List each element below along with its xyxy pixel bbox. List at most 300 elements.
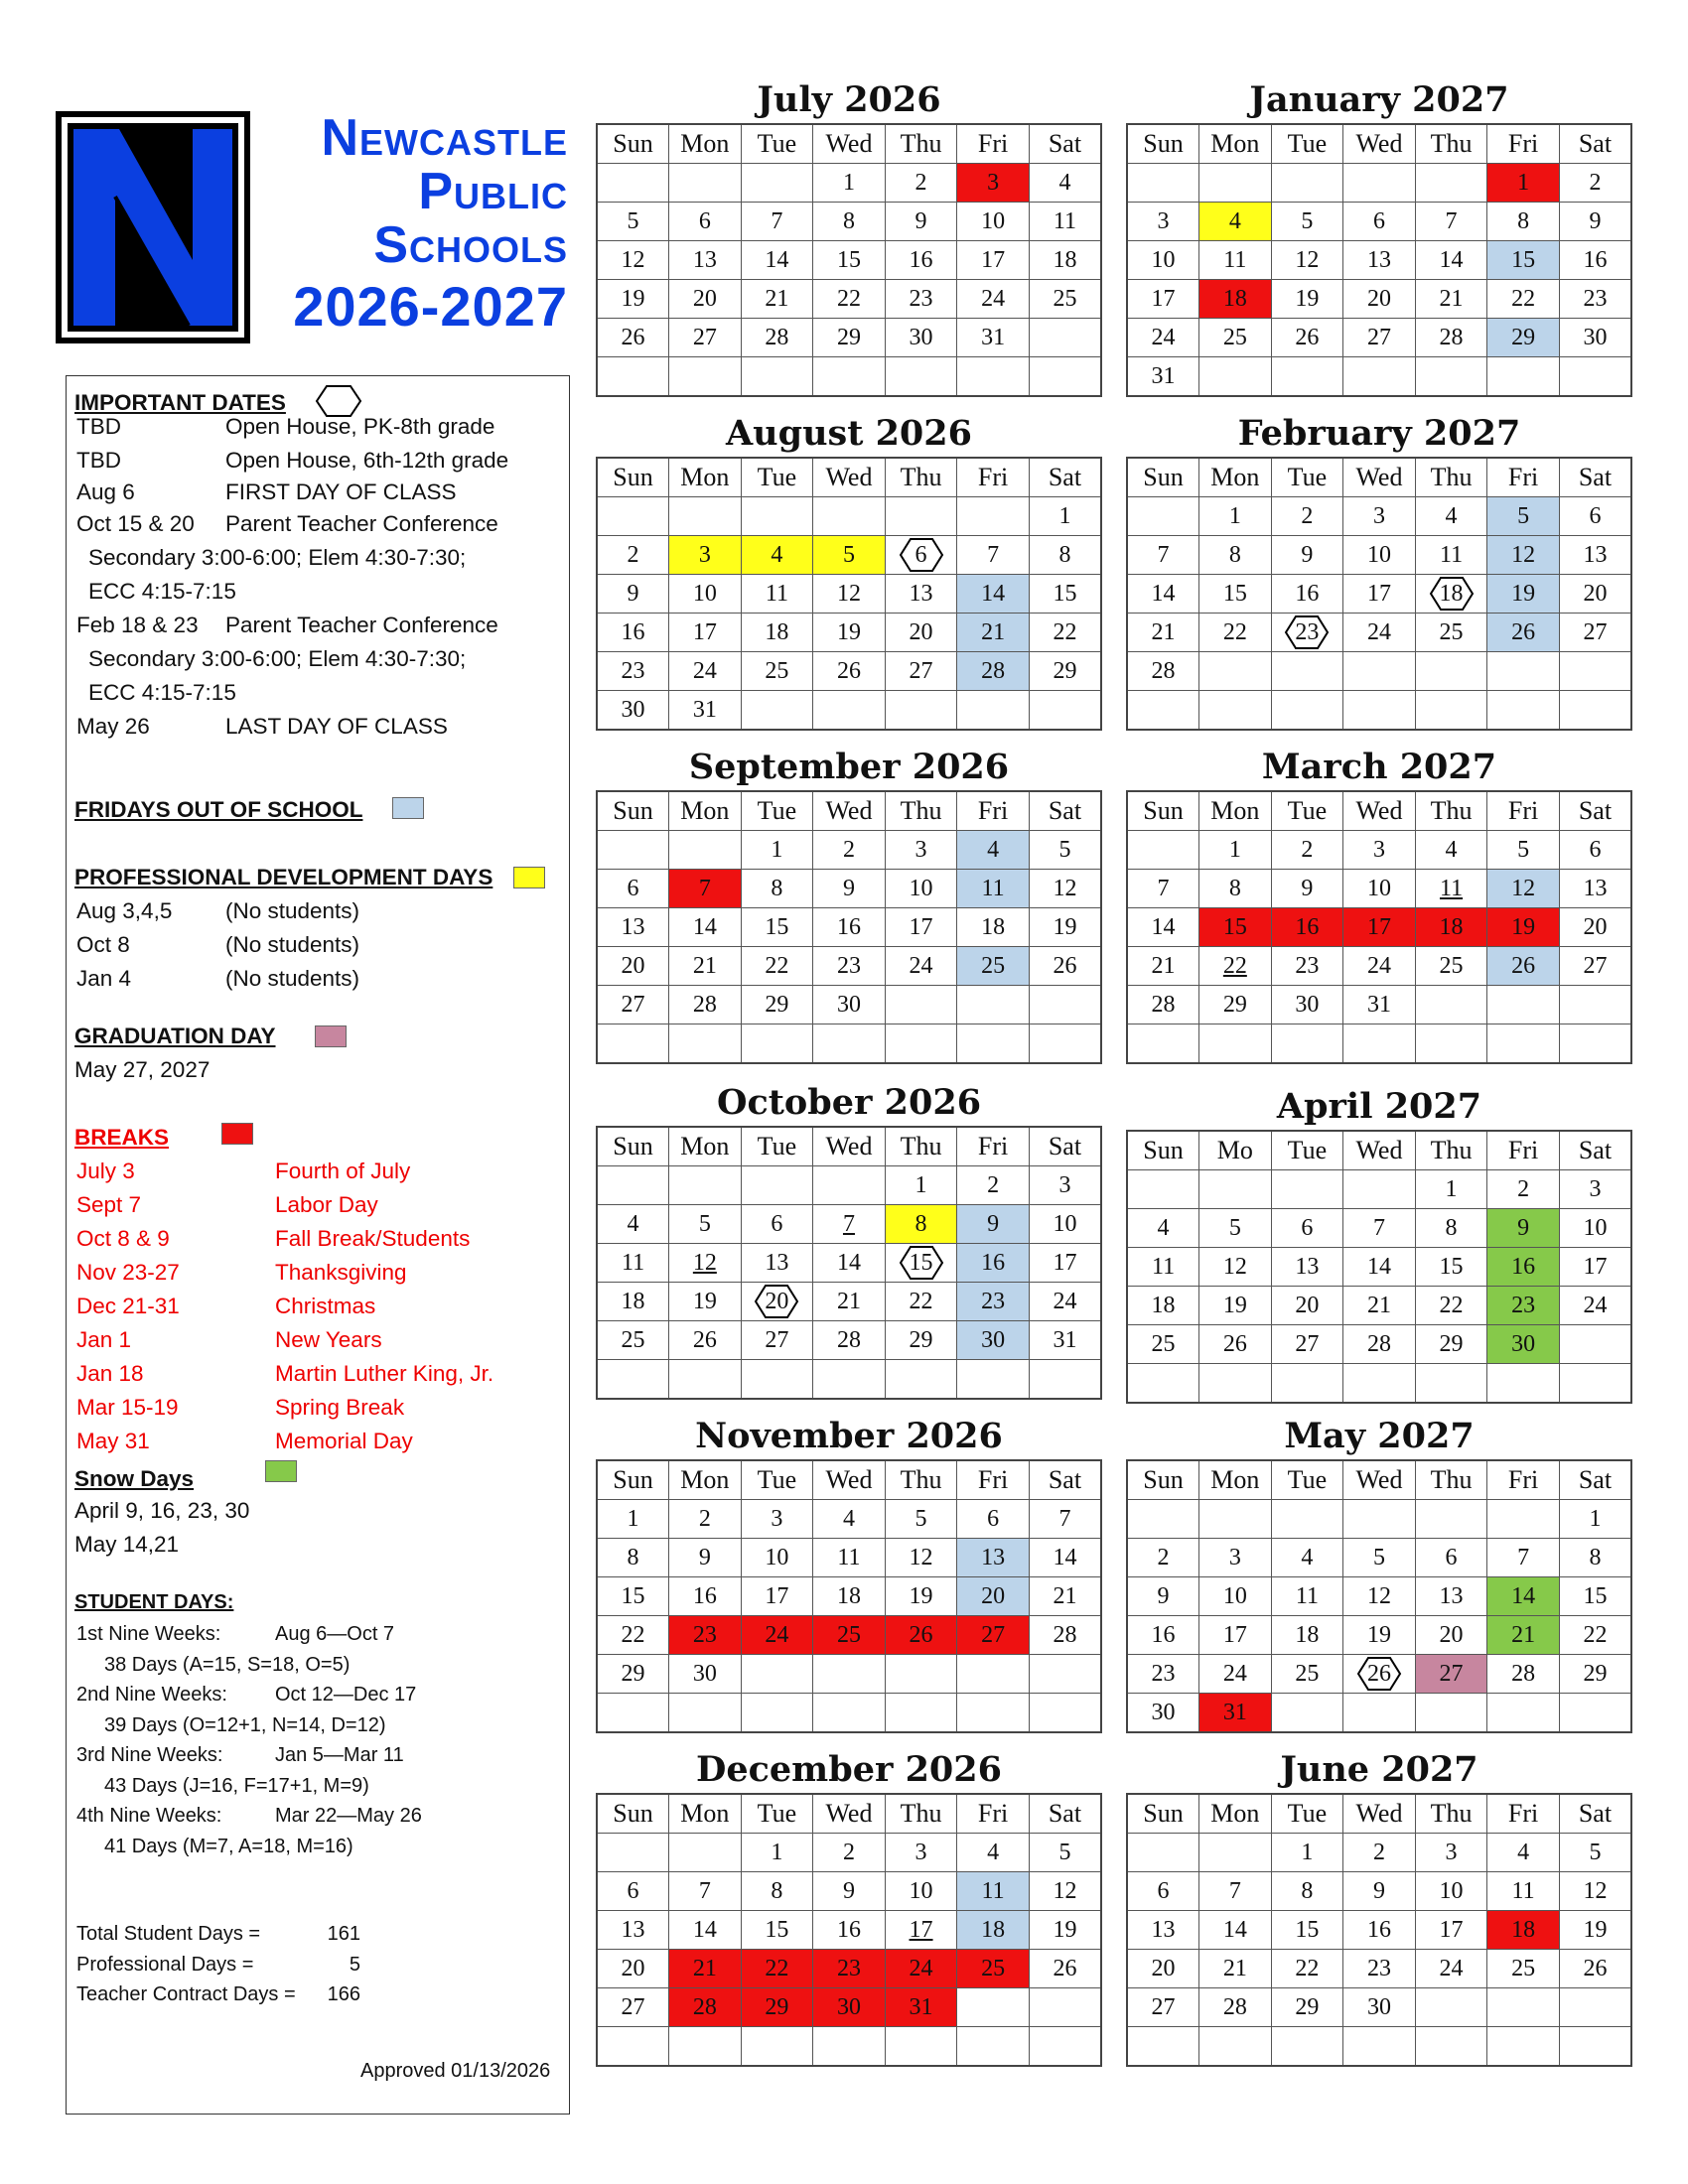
day-cell: 8 — [1415, 1209, 1487, 1248]
day-cell: 6 — [1559, 497, 1631, 536]
empty-cell — [597, 1166, 669, 1205]
day-cell: 2 — [1559, 164, 1631, 203]
important-date-row-date: Feb 18 & 23 — [76, 613, 199, 637]
day-cell: 3 — [1559, 1170, 1631, 1209]
day-cell: 29 — [1415, 1325, 1487, 1364]
break-row — [76, 1294, 375, 1319]
day-cell: 13 — [885, 575, 957, 614]
month-title: October 2026 — [716, 1082, 982, 1123]
day-cell: 21 — [669, 947, 742, 986]
day-cell: 1 — [1559, 1500, 1631, 1539]
week-row — [597, 164, 1101, 203]
weekday-header: Mon — [669, 1794, 742, 1834]
empty-cell — [1271, 1364, 1343, 1404]
day-cell: 25 — [813, 1616, 886, 1655]
weekday-header: Tue — [1271, 1794, 1343, 1834]
day-cell: 31 — [885, 1988, 957, 2027]
empty-cell — [1415, 1988, 1487, 2027]
day-cell: 7 — [813, 1205, 886, 1244]
break-row — [76, 1226, 470, 1252]
student-days-row — [76, 1805, 422, 1828]
weekday-header: Thu — [1415, 791, 1487, 831]
day-cell: 18 — [1415, 908, 1487, 947]
weekday-header: Fri — [1487, 124, 1560, 164]
empty-cell — [1559, 1024, 1631, 1064]
week-row — [1127, 1248, 1631, 1287]
day-cell: 17 — [1343, 908, 1416, 947]
important-date-row-date: Aug 6 — [76, 479, 135, 504]
empty-cell — [1029, 1655, 1101, 1694]
day-cell: 11 — [1415, 870, 1487, 908]
week-row — [597, 614, 1101, 652]
day-cell: 9 — [669, 1539, 742, 1577]
week-row — [1127, 164, 1631, 203]
day-cell: 22 — [813, 280, 886, 319]
day-cell: 19 — [669, 1283, 742, 1321]
break-row-text: Memorial Day — [275, 1429, 413, 1453]
week-row — [1127, 280, 1631, 319]
day-cell: 13 — [1343, 241, 1416, 280]
day-cell: 2 — [1343, 1834, 1416, 1872]
day-cell: 6 — [597, 870, 669, 908]
student-days-row — [76, 1623, 394, 1646]
day-cell: 22 — [741, 1950, 813, 1988]
weekday-header-row — [1127, 458, 1631, 497]
weekday-header: Thu — [1415, 458, 1487, 497]
month-calendar — [1126, 745, 1632, 1064]
day-cell: 28 — [957, 652, 1030, 691]
week-row — [597, 1988, 1101, 2027]
week-row — [1127, 497, 1631, 536]
weekday-header: Mon — [669, 1460, 742, 1500]
important-date-row — [76, 479, 457, 505]
weekday-header: Sun — [597, 1127, 669, 1166]
weekday-header: Fri — [957, 458, 1030, 497]
day-cell: 31 — [1127, 357, 1199, 397]
day-cell: 11 — [813, 1539, 886, 1577]
total-row — [76, 1983, 360, 2006]
break-row-text: Fall Break/Students — [275, 1226, 471, 1251]
pd-row-text: (No students) — [225, 966, 360, 991]
empty-cell — [885, 2027, 957, 2067]
empty-cell — [597, 357, 669, 397]
empty-cell — [1271, 2027, 1343, 2067]
weekday-header: Tue — [741, 1127, 813, 1166]
empty-cell — [597, 2027, 669, 2067]
break-row-date: July 3 — [76, 1159, 135, 1183]
day-cell: 20 — [1415, 1616, 1487, 1655]
empty-cell — [1343, 691, 1416, 731]
day-cell: 31 — [669, 691, 742, 731]
day-cell: 21 — [1415, 280, 1487, 319]
empty-cell — [1415, 2027, 1487, 2067]
day-cell: 30 — [597, 691, 669, 731]
day-cell: 13 — [957, 1539, 1030, 1577]
weekday-header: Mon — [669, 1127, 742, 1166]
empty-cell — [1343, 652, 1416, 691]
student-days-row — [76, 1714, 386, 1737]
empty-cell — [669, 1834, 742, 1872]
break-row-date: Jan 18 — [76, 1361, 144, 1386]
day-cell: 26 — [1487, 947, 1560, 986]
day-cell: 12 — [1559, 1872, 1631, 1911]
school-name-line2: Public — [418, 163, 568, 220]
empty-cell — [1343, 1364, 1416, 1404]
day-cell: 1 — [1271, 1834, 1343, 1872]
weekday-header: Thu — [885, 1794, 957, 1834]
pd-row-date: Oct 8 — [76, 932, 130, 957]
empty-cell — [669, 357, 742, 397]
empty-cell — [1559, 357, 1631, 397]
day-cell: 8 — [1559, 1539, 1631, 1577]
weekday-header: Fri — [957, 124, 1030, 164]
day-cell: 13 — [741, 1244, 813, 1283]
day-cell: 20 — [597, 1950, 669, 1988]
day-cell: 28 — [669, 1988, 742, 2027]
week-row — [1127, 1988, 1631, 2027]
month-title: November 2026 — [695, 1416, 1003, 1456]
day-cell: 22 — [597, 1616, 669, 1655]
empty-cell — [813, 1360, 886, 1400]
empty-cell — [885, 357, 957, 397]
day-cell: 21 — [1029, 1577, 1101, 1616]
day-cell: 15 — [741, 1911, 813, 1950]
day-cell: 27 — [597, 1988, 669, 2027]
day-cell: 19 — [1199, 1287, 1272, 1325]
empty-cell — [597, 1024, 669, 1064]
day-cell: 9 — [885, 203, 957, 241]
week-row — [597, 947, 1101, 986]
week-row — [1127, 241, 1631, 280]
empty-cell — [597, 1360, 669, 1400]
student-days-row — [76, 1836, 353, 1858]
graduation-date: May 27, 2027 — [74, 1057, 211, 1082]
day-cell: 20 — [669, 280, 742, 319]
day-cell: 5 — [1029, 1834, 1101, 1872]
weekday-header: Wed — [813, 1460, 886, 1500]
day-cell: 15 — [1199, 575, 1272, 614]
day-cell: 9 — [1559, 203, 1631, 241]
day-cell: 17 — [885, 908, 957, 947]
month-title: June 2027 — [1280, 1749, 1478, 1790]
day-cell: 6 — [741, 1205, 813, 1244]
approved-date: Approved 01/13/2026 — [360, 2060, 551, 2082]
important-date-row-text: Secondary 3:00-6:00; Elem 4:30-7:30; — [88, 545, 467, 570]
day-cell: 25 — [1029, 280, 1101, 319]
day-cell: 7 — [1127, 870, 1199, 908]
important-date-row — [76, 613, 498, 638]
empty-cell — [1559, 1694, 1631, 1733]
day-cell: 5 — [1487, 831, 1560, 870]
important-date-row-date: TBD — [76, 414, 121, 439]
important-date-row-text: Open House, PK-8th grade — [225, 414, 495, 439]
day-cell: 10 — [1559, 1209, 1631, 1248]
breaks-swatch — [221, 1123, 253, 1145]
empty-cell — [1271, 652, 1343, 691]
day-cell: 17 — [1199, 1616, 1272, 1655]
day-cell: 21 — [1127, 947, 1199, 986]
weekday-header: Wed — [1343, 1460, 1416, 1500]
month-calendar — [596, 1747, 1102, 2067]
month-title: September 2026 — [688, 747, 1010, 787]
weekday-header: Thu — [885, 1460, 957, 1500]
day-cell: 23 — [1271, 947, 1343, 986]
day-cell: 2 — [1271, 497, 1343, 536]
day-cell: 20 — [1559, 908, 1631, 947]
weekday-header-row — [1127, 1460, 1631, 1500]
empty-cell — [813, 691, 886, 731]
break-row — [76, 1159, 410, 1184]
day-cell: 18 — [597, 1283, 669, 1321]
day-cell: 23 — [1127, 1655, 1199, 1694]
day-cell: 17 — [1029, 1244, 1101, 1283]
empty-cell — [597, 1834, 669, 1872]
day-cell: 24 — [885, 947, 957, 986]
day-cell: 5 — [885, 1500, 957, 1539]
day-cell: 26 — [597, 319, 669, 357]
day-cell: 10 — [885, 1872, 957, 1911]
week-row — [1127, 947, 1631, 986]
empty-cell — [1199, 652, 1272, 691]
day-cell: 6 — [669, 203, 742, 241]
important-date-row-text: Secondary 3:00-6:00; Elem 4:30-7:30; — [88, 646, 467, 671]
day-cell: 23 — [669, 1616, 742, 1655]
pd-row-text: (No students) — [225, 932, 360, 957]
snow-line1: April 9, 16, 23, 30 — [74, 1498, 250, 1523]
day-cell: 5 — [1559, 1834, 1631, 1872]
empty-cell — [957, 357, 1030, 397]
week-row — [1127, 1500, 1631, 1539]
weekday-header: Mon — [669, 124, 742, 164]
day-cell: 21 — [1487, 1616, 1560, 1655]
important-date-row — [76, 414, 494, 440]
day-cell: 4 — [1127, 1209, 1199, 1248]
day-cell: 17 — [885, 1911, 957, 1950]
week-row — [1127, 319, 1631, 357]
student-days-quarter: 4th Nine Weeks: — [76, 1805, 222, 1827]
empty-cell — [1029, 691, 1101, 731]
day-cell: 27 — [1343, 319, 1416, 357]
day-cell: 8 — [741, 870, 813, 908]
day-cell: 21 — [1343, 1287, 1416, 1325]
day-cell: 29 — [885, 1321, 957, 1360]
week-row — [1127, 357, 1631, 397]
empty-cell — [1343, 1500, 1416, 1539]
day-cell: 13 — [1559, 536, 1631, 575]
day-cell: 19 — [1487, 575, 1560, 614]
day-cell — [885, 536, 957, 575]
day-cell: 15 — [1029, 575, 1101, 614]
student-days-row — [76, 1775, 369, 1798]
empty-cell — [1029, 1988, 1101, 2027]
day-cell: 15 — [1199, 908, 1272, 947]
month-table — [1126, 1130, 1632, 1404]
weekday-header: Tue — [741, 791, 813, 831]
break-row-date: May 31 — [76, 1429, 150, 1453]
day-cell: 9 — [597, 575, 669, 614]
empty-cell — [1343, 1170, 1416, 1209]
empty-cell — [669, 164, 742, 203]
student-days-quarter: 1st Nine Weeks: — [76, 1623, 221, 1645]
day-cell: 7 — [1127, 536, 1199, 575]
day-cell: 3 — [957, 164, 1030, 203]
empty-cell — [1343, 1694, 1416, 1733]
empty-cell — [669, 1166, 742, 1205]
weekday-header: Sun — [1127, 124, 1199, 164]
weekday-header-row — [1127, 1131, 1631, 1170]
week-row — [597, 203, 1101, 241]
day-cell: 9 — [957, 1205, 1030, 1244]
empty-cell — [669, 1360, 742, 1400]
conference-day — [765, 1289, 788, 1315]
day-cell: 30 — [813, 1988, 886, 2027]
weekday-header: Fri — [1487, 1794, 1560, 1834]
day-cell: 1 — [741, 1834, 813, 1872]
week-row — [597, 908, 1101, 947]
day-cell: 25 — [1271, 1655, 1343, 1694]
day-cell: 13 — [1127, 1911, 1199, 1950]
day-cell: 11 — [1487, 1872, 1560, 1911]
day-cell: 14 — [1487, 1577, 1560, 1616]
empty-cell — [1559, 1364, 1631, 1404]
week-row — [1127, 1325, 1631, 1364]
day-cell: 3 — [741, 1500, 813, 1539]
empty-cell — [885, 986, 957, 1024]
day-cell: 12 — [1271, 241, 1343, 280]
month-table — [596, 1793, 1102, 2067]
week-row — [597, 1539, 1101, 1577]
student-days-header: STUDENT DAYS: — [74, 1591, 234, 1613]
day-cell: 9 — [1343, 1872, 1416, 1911]
day-cell: 27 — [1559, 614, 1631, 652]
day-cell: 16 — [1487, 1248, 1560, 1287]
weekday-header: Fri — [957, 1127, 1030, 1166]
important-date-row — [76, 646, 466, 672]
day-cell: 29 — [1271, 1988, 1343, 2027]
day-cell: 8 — [1029, 536, 1101, 575]
empty-cell — [1029, 1694, 1101, 1733]
day-cell: 4 — [813, 1500, 886, 1539]
break-row — [76, 1192, 378, 1218]
day-cell: 2 — [1271, 831, 1343, 870]
student-days-row — [76, 1744, 404, 1767]
day-cell: 12 — [813, 575, 886, 614]
day-cell: 14 — [1415, 241, 1487, 280]
day-cell: 25 — [1415, 947, 1487, 986]
day-number: 15 — [909, 1249, 933, 1276]
day-cell: 20 — [1559, 575, 1631, 614]
graduation-swatch — [315, 1025, 347, 1047]
week-row — [1127, 614, 1631, 652]
day-cell: 25 — [957, 1950, 1030, 1988]
weekday-header-row — [1127, 1794, 1631, 1834]
day-cell: 10 — [1343, 870, 1416, 908]
weekday-header: Sat — [1029, 1460, 1101, 1500]
important-dates-header: IMPORTANT DATES — [74, 390, 286, 415]
empty-cell — [1487, 1364, 1560, 1404]
weekday-header: Tue — [741, 458, 813, 497]
month-calendar — [1126, 1414, 1632, 1733]
day-cell: 15 — [1559, 1577, 1631, 1616]
empty-cell — [957, 691, 1030, 731]
day-cell: 1 — [597, 1500, 669, 1539]
day-cell: 26 — [1271, 319, 1343, 357]
week-row — [597, 575, 1101, 614]
day-cell: 22 — [885, 1283, 957, 1321]
empty-cell — [957, 2027, 1030, 2067]
weekday-header: Thu — [885, 458, 957, 497]
empty-cell — [669, 1024, 742, 1064]
empty-cell — [741, 164, 813, 203]
day-cell: 15 — [1487, 241, 1560, 280]
day-cell: 14 — [741, 241, 813, 280]
empty-cell — [1029, 319, 1101, 357]
day-cell: 20 — [1343, 280, 1416, 319]
day-cell: 19 — [1559, 1911, 1631, 1950]
day-cell: 1 — [1487, 164, 1560, 203]
day-cell: 22 — [1199, 947, 1272, 986]
empty-cell — [1271, 164, 1343, 203]
week-row — [597, 497, 1101, 536]
weekday-header-row — [597, 1460, 1101, 1500]
empty-cell — [885, 1694, 957, 1733]
school-year: 2026-2027 — [293, 275, 568, 338]
day-cell: 14 — [1029, 1539, 1101, 1577]
day-cell: 1 — [1199, 497, 1272, 536]
pd-row — [76, 966, 359, 992]
graduation-header: GRADUATION DAY — [74, 1024, 276, 1048]
day-cell: 7 — [669, 870, 742, 908]
empty-cell — [1487, 357, 1560, 397]
empty-cell — [1271, 1500, 1343, 1539]
day-cell: 9 — [813, 870, 886, 908]
month-table — [596, 1459, 1102, 1733]
weekday-header: Sat — [1559, 458, 1631, 497]
weekday-header: Fri — [1487, 458, 1560, 497]
empty-cell — [1199, 164, 1272, 203]
month-calendar — [1126, 77, 1632, 397]
important-date-row — [76, 714, 448, 740]
day-cell: 30 — [1271, 986, 1343, 1024]
empty-cell — [885, 1360, 957, 1400]
day-cell: 2 — [597, 536, 669, 575]
day-cell: 20 — [957, 1577, 1030, 1616]
empty-cell — [1199, 1170, 1272, 1209]
day-cell: 17 — [957, 241, 1030, 280]
empty-cell — [1199, 1024, 1272, 1064]
day-cell: 1 — [1199, 831, 1272, 870]
weekday-header: Mon — [1199, 1794, 1272, 1834]
day-cell: 26 — [813, 652, 886, 691]
empty-cell — [885, 691, 957, 731]
weekday-header: Sat — [1029, 1127, 1101, 1166]
day-cell: 7 — [1343, 1209, 1416, 1248]
day-cell: 25 — [1415, 614, 1487, 652]
weekday-header: Wed — [813, 1127, 886, 1166]
week-row — [1127, 986, 1631, 1024]
student-days-row — [76, 1684, 416, 1706]
student-days-row — [76, 1654, 350, 1677]
total-label: Professional Days = — [76, 1953, 254, 1976]
month-calendar — [1126, 1747, 1632, 2067]
empty-cell — [1271, 1694, 1343, 1733]
info-panel — [66, 375, 570, 2115]
day-cell: 23 — [813, 947, 886, 986]
empty-cell — [1127, 497, 1199, 536]
week-row — [597, 1577, 1101, 1616]
weekday-header: Sun — [597, 1460, 669, 1500]
empty-cell — [957, 1988, 1030, 2027]
